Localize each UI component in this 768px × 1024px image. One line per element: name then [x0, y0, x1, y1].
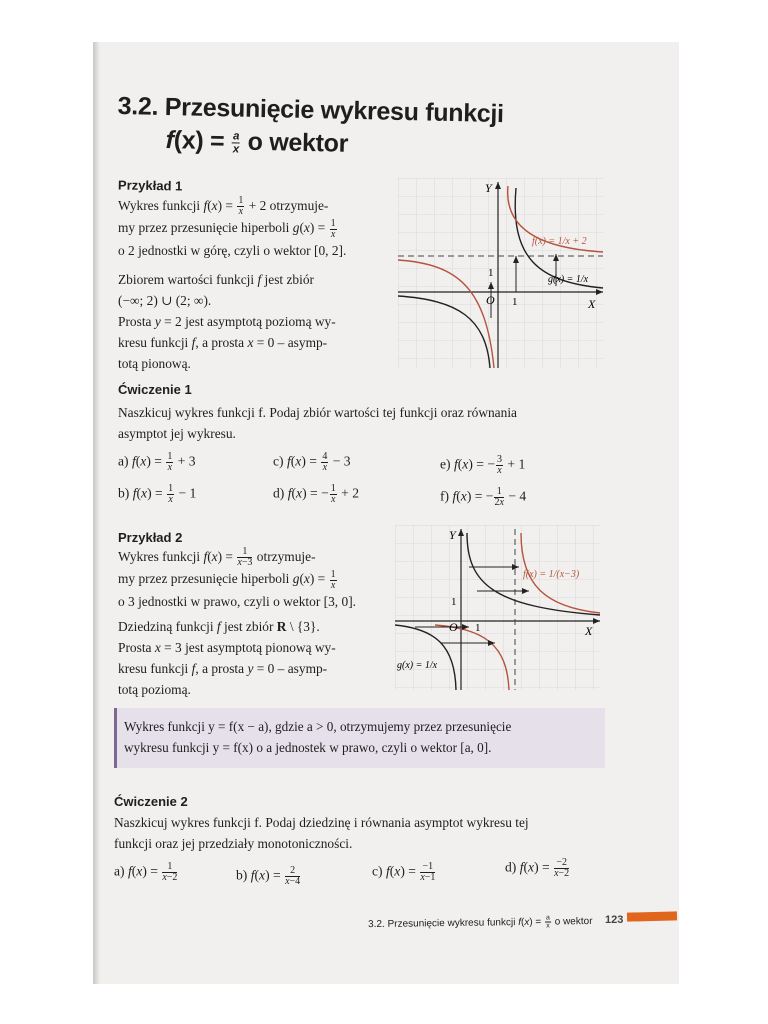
y-axis-label: Y — [449, 528, 456, 542]
exercise-2-item-b: b) f(x) = $\frac{2}{x-4}$ — [236, 865, 301, 887]
example-1-line-4: Zbiorem wartości funkcji f jest zbiór — [118, 271, 314, 287]
graph-example-1 — [398, 178, 608, 378]
exercise-1-item-b: b) f(x) = $\frac{1}{x}$ − 1 — [118, 483, 197, 505]
example-2-line-6: kresu funkcji f, a prosta y = 0 – asymp- — [118, 660, 328, 676]
exercise-1-heading: Ćwiczenie 1 — [118, 382, 192, 397]
exercise-1-item-d: d) f(x) = − $\frac{1}{x}$ + 2 — [273, 483, 360, 505]
exercise-1-item-f: f) f(x) = − $\frac{1}{2x}$ − 4 — [440, 486, 527, 508]
page-gutter-shadow — [93, 42, 100, 984]
f-curve-label: f(x) = 1/(x−3) — [523, 569, 580, 580]
grid — [398, 178, 603, 368]
example-1-line-7: kresu funkcji f, a prosta x = 0 – asymp- — [118, 334, 328, 350]
example-2-line-5: Prosta x = 3 jest asymptotą pionową wy- — [118, 639, 336, 655]
graph-example-2 — [395, 525, 605, 700]
example-1-line-1: Wykres funkcji f(x) = $\frac{1}{x}$ + 2 otrzymuje- — [118, 195, 329, 218]
example-1-line-5: (−∞; 2) ∪ (2; ∞). — [118, 292, 212, 308]
exercise-2-heading: Ćwiczenie 2 — [114, 794, 188, 809]
rule-text — [124, 716, 599, 758]
g-curve-label: g(x) = 1/x — [397, 660, 438, 671]
example-2-line-7: totą poziomą. — [118, 681, 191, 697]
example-1-heading: Przykład 1 — [117, 177, 183, 194]
exercise-1-item-e: e) f(x) = − $\frac{3}{x}$ + 1 — [440, 454, 526, 476]
g-curve-label: g(x) = 1/x — [548, 274, 589, 285]
example-1-line-8: totą pionową. — [118, 355, 191, 371]
example-2-line-1: Wykres funkcji f(x) = $\frac{1}{x-3}$ otrzymuje- — [118, 546, 316, 569]
x-axis-label: X — [588, 297, 596, 311]
example-1-line-6: Prosta y = 2 jest asymptotą poziomą wy- — [118, 313, 336, 329]
exercise-2-item-a: a) f(x) = $\frac{1}{x-2}$ — [114, 861, 178, 883]
example-2-line-3: o 3 jednostki w prawo, czyli o wektor [3, 0]. — [118, 593, 357, 609]
f-curve-label: f(x) = 1/x + 2 — [532, 236, 587, 247]
rule-line-1: Wykres funkcji y = f(x − a), gdzie a > 0, otrzymujemy przez przesunięcie — [124, 719, 512, 734]
example-2-heading: Przykład 2 — [118, 530, 183, 545]
origin-label: O — [449, 620, 458, 634]
exercise-2-line-1: Naszkicuj wykres funkcji f. Podaj dziedzinę i równania asymptot wykresu tej — [114, 815, 529, 830]
section-title: 3.2. Przesunięcie wykresu funkcji — [117, 92, 505, 129]
example-1-line-2: my przez przesunięcie hiperboli g(x) = $\frac{1}{x}$ — [118, 217, 336, 240]
example-1-text — [118, 195, 388, 374]
exercise-1-item-c: c) f(x) = $\frac{4}{x}$ − 3 — [273, 451, 351, 473]
rule-line-2: wykresu funkcji y = f(x) o a jednostek w prawo, czyli o wektor [a, 0]. — [124, 740, 492, 755]
exercise-2-text — [114, 812, 609, 854]
y-axis-label: Y — [485, 181, 492, 195]
tick-y-1: 1 — [488, 267, 494, 279]
origin-label: O — [486, 293, 495, 307]
exercise-2-line-2: funkcji oraz jej przedziały monotoniczności. — [114, 836, 353, 851]
tick-y-1: 1 — [451, 596, 457, 608]
exercise-1-item-a: a) f(x) = $\frac{1}{x}$ + 3 — [118, 451, 196, 473]
section-title-formula: f(x) = $\frac{a}{x}$ o wektor — [165, 126, 349, 158]
tick-x-1: 1 — [512, 296, 518, 308]
x-axis-label: X — [585, 624, 593, 638]
example-2-text — [118, 546, 393, 700]
page-number: 123 — [605, 914, 624, 926]
exercise-1-line-2: asymptot jej wykresu. — [118, 426, 236, 441]
example-2-line-4: Dziedziną funkcji f jest zbiór R \ {3}. — [118, 618, 320, 634]
running-title: 3.2. Przesunięcie wykresu funkcji f(x) = $\frac{a}{x}$ o wektor — [368, 914, 593, 931]
chapter-tab — [627, 911, 677, 921]
exercise-2-item-c: c) f(x) = $\frac{-1}{x-1}$ — [372, 861, 436, 883]
example-2-line-2: my przez przesunięcie hiperboli g(x) = $\frac{1}{x}$ — [118, 568, 336, 591]
tick-x-1: 1 — [475, 622, 481, 634]
exercise-1-line-1: Naszkicuj wykres funkcji f. Podaj zbiór wartości tej funkcji oraz równania — [118, 405, 517, 420]
exercise-1-text — [118, 402, 608, 444]
example-1-line-3: o 2 jednostki w górę, czyli o wektor [0, 2]. — [118, 242, 347, 258]
exercise-2-item-d: d) f(x) = $\frac{-2}{x-2}$ — [505, 857, 570, 879]
